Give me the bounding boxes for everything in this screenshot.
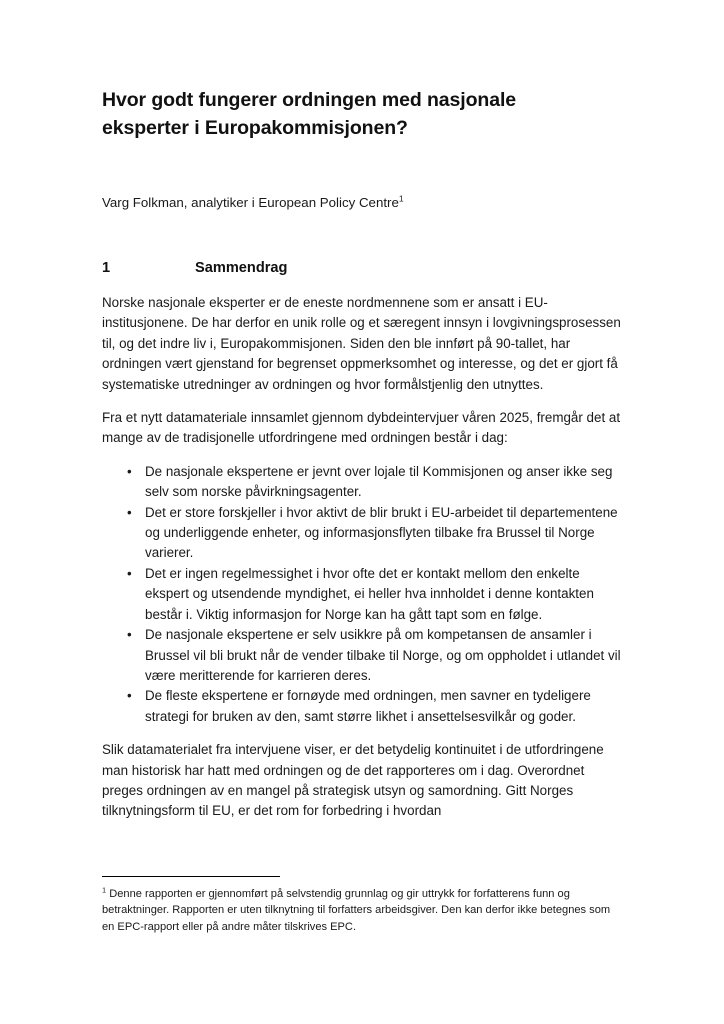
footnote-marker: 1 — [102, 885, 107, 895]
list-item-text: Det er ingen regelmessighet i hvor ofte det er kontakt mellom den enkelte ekspert og utsendende myndighet, ei heller hva innholdet i denne kontakten består i. Viktig informasjon for Norge kan ha gått tapt som en følge. — [145, 565, 594, 622]
section-title: Sammendrag — [195, 260, 288, 276]
list-item — [102, 686, 624, 727]
paragraph-intro: Norske nasjonale eksperter er de eneste nordmennene som er ansatt i EU-institusjonene. De har derfor en unik rolle og et særegent innsyn i lovgivningsprosessen til, og det indre liv i, Europakommisjonen. Siden den ble innført på 90-tallet, har ordningen vært gjenstand for begrenset oppmerksomhet og interesse, og det er gjort få systematiske utredninger av ordningen og hvor formålstjenlig den utnyttes. — [102, 295, 621, 392]
footnote-text: Denne rapporten er gjennomført på selvstendig grunnlag og gir uttrykk for forfatterens funn og betraktninger. Rapporten er uten tilknytning til forfatters arbeidsgiver. Den kan derfor ikke betegnes som en EPC-rapport eller på andre måter tilskrives EPC. — [102, 888, 611, 933]
section-number: 1 — [102, 260, 111, 276]
document-content — [102, 0, 624, 822]
list-item-text: De fleste ekspertene er fornøyde med ordningen, men savner en tydeligere strategi for bruken av den, samt større likhet i ansettelsesvilkår og goder. — [145, 688, 591, 724]
bullet-icon: • — [127, 627, 132, 643]
bullet-icon: • — [127, 504, 132, 520]
list-item-text: De nasjonale ekspertene er selv usikkre på om kompetansen de ansamler i Brussel vil bli brukt når de vender tilbake til Norge, og om oppholdet i utlandet vil være meritterende for karrieren deres. — [145, 627, 621, 683]
bullet-icon: • — [127, 688, 132, 704]
page-title: Hvor godt fungerer ordningen med nasjonale eksperter i Europakommisjonen? — [102, 89, 517, 139]
list-item — [102, 625, 624, 686]
author-footnote-reference[interactable]: 1 — [398, 193, 404, 204]
findings-list — [102, 449, 624, 727]
section-heading — [102, 213, 624, 278]
bullet-icon: • — [127, 565, 132, 581]
paragraph-lead-in: Fra et nytt datamateriale innsamlet gjennom dybdeintervjuer våren 2025, fremgår det at mange av de tradisjonelle utfordringene med ordningen består i dag: — [102, 410, 621, 446]
list-item — [102, 462, 624, 503]
list-item — [102, 503, 624, 564]
footnote-separator — [102, 876, 280, 877]
list-item-text: Det er store forskjeller i hvor aktivt de blir brukt i EU-arbeidet til departementene og underliggende enheter, og informasjonsflyten tilbake fra Brussel til Norge varierer. — [145, 504, 618, 561]
author-byline — [102, 142, 624, 213]
footnote — [102, 886, 618, 935]
paragraph-closing: Slik datamaterialet fra intervjuene viser, er det betydelig kontinuitet i de utfordringene man historisk har hatt med ordningen og de det rapporteres om i dag. Overordnet preges ordningen av en mangel på strategisk utsyn og samordning. Gitt Norges tilknytningsform til EU, er det rom for forbedring i hvordan — [102, 742, 604, 819]
footnote-area — [102, 876, 618, 935]
author-name-and-affiliation: Varg Folkman, analytiker i European Policy Centre — [102, 195, 399, 210]
list-item-text: De nasjonale ekspertene er jevnt over lojale til Kommisjonen og anser ikke seg selv som norske påvirkningsagenter. — [145, 463, 613, 500]
list-item — [102, 564, 624, 625]
bullet-icon: • — [127, 463, 132, 479]
